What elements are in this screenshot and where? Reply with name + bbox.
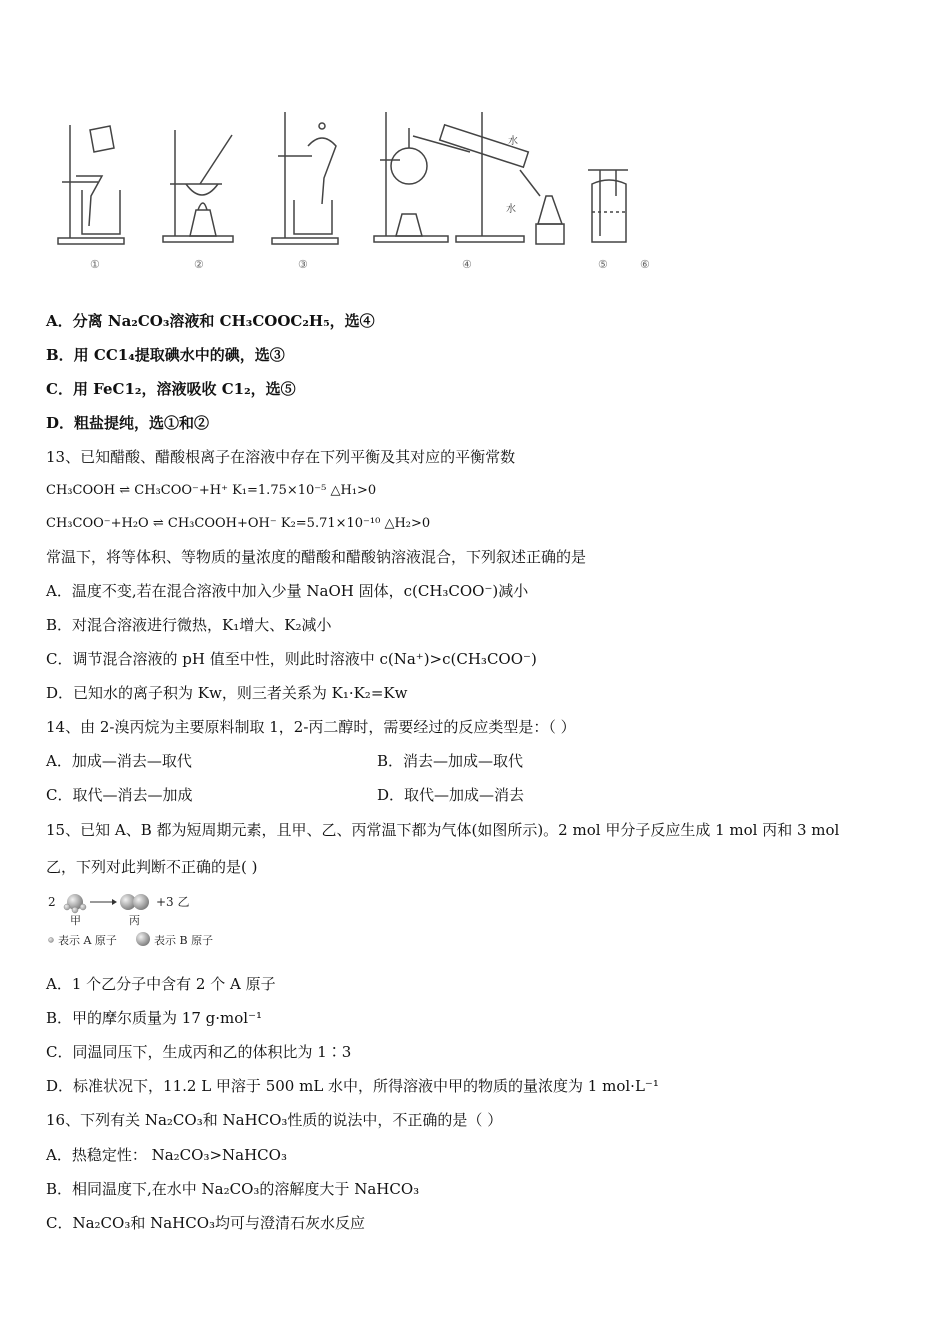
- legend-a-atom: [49, 938, 54, 943]
- q12-option-d: D．粗盐提纯，选①和②: [46, 414, 210, 432]
- reaction-arrow-head: [112, 899, 117, 905]
- q12-option-c: C．用 FeC1₂，溶液吸收 C1₂，选⑤: [46, 380, 296, 398]
- q15-molecule-figure: [46, 888, 246, 952]
- legend-b-atom: [136, 932, 150, 946]
- label-bing: 丙: [129, 914, 140, 927]
- q14-option-a: A．加成—消去—取代: [46, 752, 192, 770]
- q15-option-c: C．同温同压下，生成丙和乙的体积比为 1∶3: [46, 1043, 352, 1061]
- apparatus-label-3: ③: [298, 258, 308, 271]
- q15-option-a: A．1 个乙分子中含有 2 个 A 原子: [46, 975, 276, 993]
- q16-stem: 16、下列有关 Na₂CO₃和 NaHCO₃性质的说法中，不正确的是（ ）: [46, 1111, 503, 1129]
- q15-coef-right: +3 乙: [156, 895, 190, 909]
- apparatus-label-4: ④: [462, 258, 472, 271]
- apparatus-label-1: ①: [90, 258, 100, 271]
- q12-option-b: B．用 CC1₄提取碘水中的碘，选③: [46, 346, 285, 364]
- legend-a-text: 表示 A 原子: [58, 934, 117, 947]
- apparatus-label-5: ⑤: [598, 258, 608, 271]
- q15-option-b: B．甲的摩尔质量为 17 g·mol⁻¹: [46, 1009, 262, 1027]
- apparatus-1-filtration: [58, 125, 124, 244]
- q14-option-d: D．取代—加成—消去: [377, 786, 525, 804]
- apparatus-2-evaporation: [163, 130, 233, 242]
- water-in-label: 水: [506, 204, 516, 215]
- apparatus-label-6: ⑥: [640, 258, 650, 271]
- q13-option-c: C．调节混合溶液的 pH 值至中性，则此时溶液中 c(Na⁺)>c(CH₃COO⁻): [46, 650, 537, 668]
- q14-option-b: B．消去—加成—取代: [377, 752, 524, 770]
- apparatus-3-separatory-funnel: [272, 112, 338, 244]
- legend-b-text: 表示 B 原子: [154, 934, 214, 947]
- q13-equation-1: CH₃COOH ⇌ CH₃COO⁻+H⁺ K₁=1.75×10⁻⁵ △H₁>0: [46, 483, 377, 498]
- q13-stem: 13、已知醋酸、醋酸根离子在溶液中存在下列平衡及其对应的平衡常数: [46, 448, 516, 466]
- q16-option-c: C．Na₂CO₃和 NaHCO₃均可与澄清石灰水反应: [46, 1214, 366, 1232]
- q16-option-a: A．热稳定性： Na₂CO₃>NaHCO₃: [46, 1146, 287, 1164]
- apparatus-4-distillation: [374, 112, 564, 244]
- apparatus-figure: [0, 0, 950, 290]
- q16-option-b: B．相同温度下,在水中 Na₂CO₃的溶解度大于 NaHCO₃: [46, 1180, 420, 1198]
- q13-option-a: A．温度不变,若在混合溶液中加入少量 NaOH 固体，c(CH₃COO⁻)减小: [46, 582, 529, 600]
- q13-option-d: D．已知水的离子积为 Kw，则三者关系为 K₁·K₂=Kw: [46, 684, 408, 702]
- q15-stem-line-2: 乙，下列对此判断不正确的是( ): [46, 858, 258, 876]
- q15-coef-left: 2: [48, 895, 56, 909]
- water-out-label: 水: [508, 136, 518, 147]
- q15-option-d: D．标准状况下，11.2 L 甲溶于 500 mL 水中，所得溶液中甲的物质的量浓度为 1 mol·L⁻¹: [46, 1077, 659, 1095]
- q14-stem: 14、由 2-溴丙烷为主要原料制取 1，2-丙二醇时，需要经过的反应类型是：（ ）: [46, 718, 576, 736]
- apparatus-5-gas-bottle: [588, 170, 628, 242]
- q13-premise: 常温下，将等体积、等物质的量浓度的醋酸和醋酸钠溶液混合，下列叙述正确的是: [46, 548, 587, 566]
- q12-option-a: A．分离 Na₂CO₃溶液和 CH₃COOC₂H₅，选④: [46, 312, 375, 330]
- q13-equation-2: CH₃COO⁻+H₂O ⇌ CH₃COOH+OH⁻ K₂=5.71×10⁻¹⁰ △H₂>0: [46, 516, 431, 531]
- apparatus-label-2: ②: [194, 258, 204, 271]
- molecule-bing: [120, 894, 149, 910]
- q13-option-b: B．对混合溶液进行微热，K₁增大、K₂减小: [46, 616, 332, 634]
- q15-stem-line-1: 15、已知 A、B 都为短周期元素，且甲、乙、丙常温下都为气体(如图所示)。2 mol 甲分子反应生成 1 mol 丙和 3 mol: [46, 821, 840, 839]
- label-jia: 甲: [70, 914, 81, 927]
- molecule-jia: [64, 894, 86, 913]
- q14-option-c: C．取代—消去—加成: [46, 786, 193, 804]
